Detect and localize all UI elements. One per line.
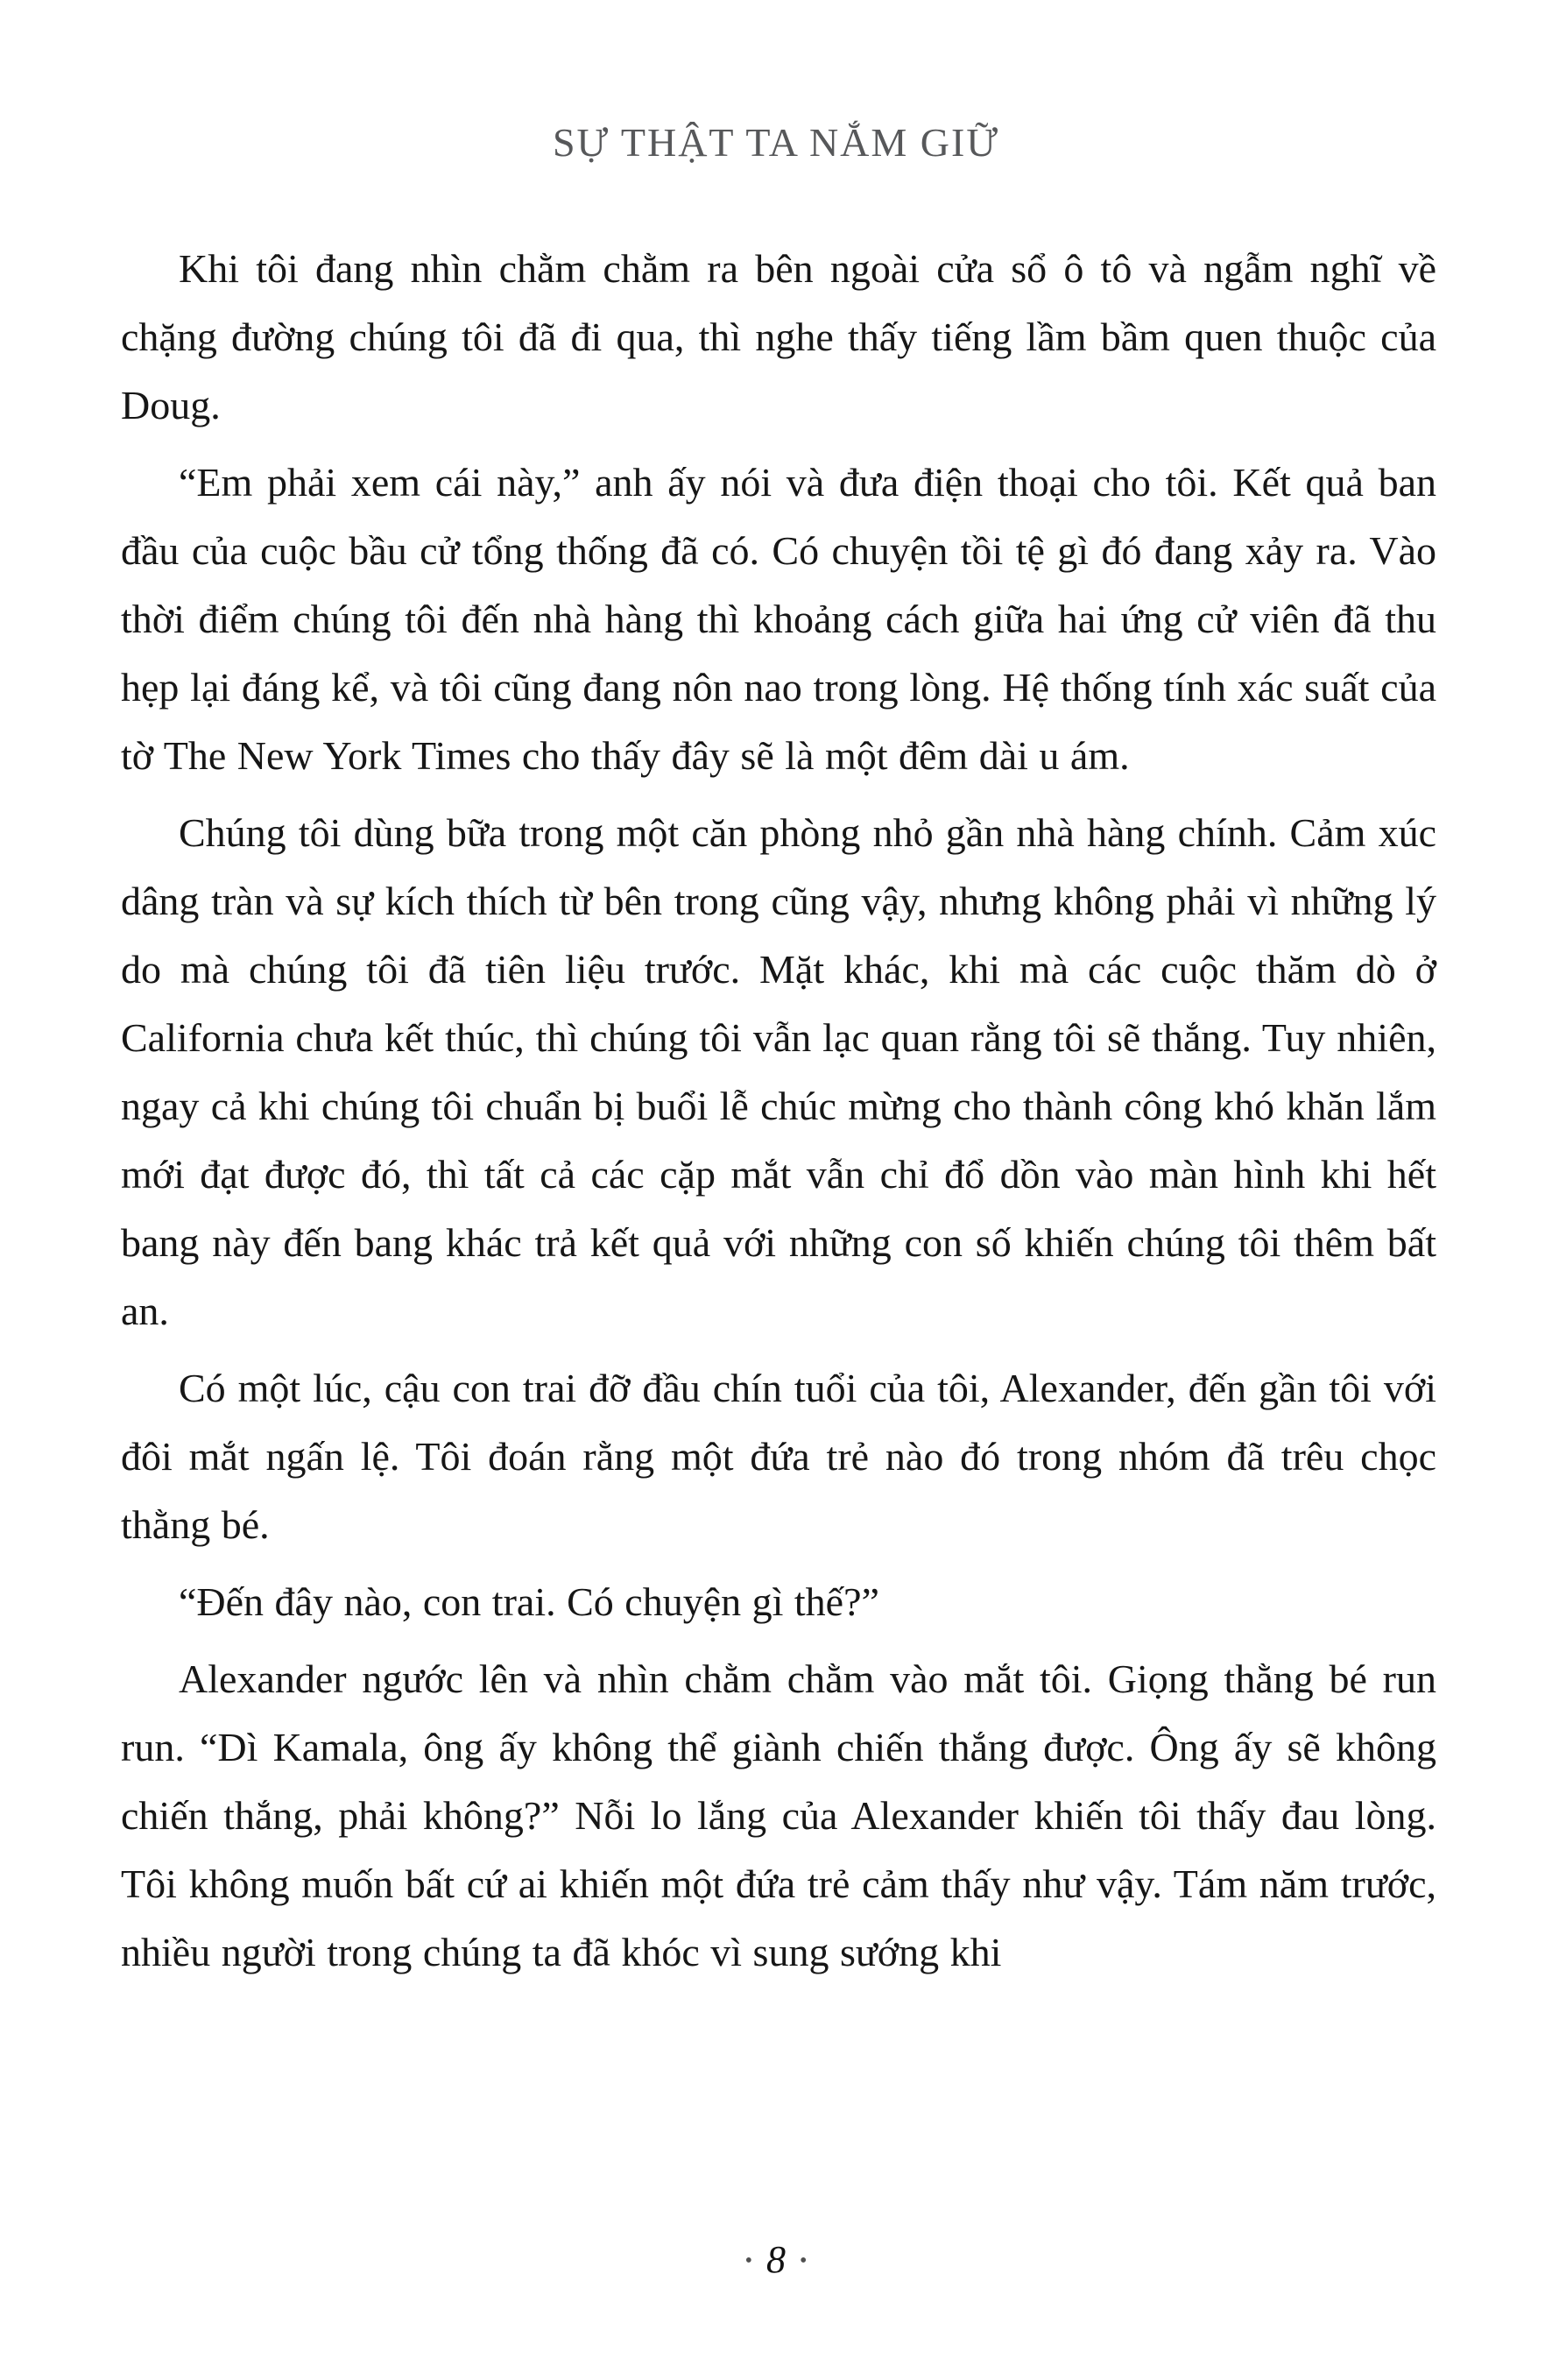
paragraph: Khi tôi đang nhìn chằm chằm ra bên ngoài cửa sổ ô tô và ngẫm nghĩ về chặng đường chúng tôi đã đi qua, thì nghe thấy tiếng lầm bầm quen thuộc của Doug.	[121, 246, 1436, 427]
page-footer	[0, 2237, 1552, 2282]
paragraph: Chúng tôi dùng bữa trong một căn phòng nhỏ gần nhà hàng chính. Cảm xúc dâng tràn và sự kích thích từ bên trong cũng vậy, nhưng không phải vì những lý do mà chúng tôi đã tiên liệu trước. Mặt khác, khi mà các cuộc thăm dò ở California chưa kết thúc, thì chúng tôi vẫn lạc quan rằng tôi sẽ thắng. Tuy nhiên, ngay cả khi chúng tôi chuẩn bị buổi lễ chúc mừng cho thành công khó khăn lắm mới đạt được đó, thì tất cả các cặp mắt vẫn chỉ đổ dồn vào màn hình khi hết bang này đến bang khác trả kết quả với những con số khiến chúng tôi thêm bất an.	[121, 810, 1436, 1333]
running-header: SỰ THẬT TA NẮM GIỮ	[552, 120, 1000, 165]
paragraph: Alexander ngước lên và nhìn chằm chằm vào mắt tôi. Giọng thằng bé run run. “Dì Kamala, ông ấy không thể giành chiến thắng được. Ông ấy sẽ không chiến thắng, phải không?” Nỗi lo lắng của Alexander khiến tôi thấy đau lòng. Tôi không muốn bất cứ ai khiến một đứa trẻ cảm thấy như vậy. Tám năm trước, nhiều người trong chúng ta đã khóc vì sung sướng khi	[121, 1656, 1436, 1974]
body-text	[121, 235, 1436, 1995]
page-number: 8	[766, 2238, 786, 2281]
paragraph-dialogue: “Đến đây nào, con trai. Có chuyện gì thế?”	[179, 1579, 879, 1624]
paragraph: “Em phải xem cái này,” anh ấy nói và đưa điện thoại cho tôi. Kết quả ban đầu của cuộc bầu cử tổng thống đã có. Có chuyện tồi tệ gì đó đang xảy ra. Vào thời điểm chúng tôi đến nhà hàng thì khoảng cách giữa hai ứng cử viên đã thu hẹp lại đáng kể, và tôi cũng đang nôn nao trong lòng. Hệ thống tính xác suất của tờ The New York Times cho thấy đây sẽ là một đêm dài u ám.	[121, 460, 1436, 778]
paragraph: Có một lúc, cậu con trai đỡ đầu chín tuổi của tôi, Alexander, đến gần tôi với đôi mắt ngấn lệ. Tôi đoán rằng một đứa trẻ nào đó trong nhóm đã trêu chọc thằng bé.	[121, 1366, 1436, 1547]
footer-ornament-left: •	[744, 2249, 752, 2272]
footer-ornament-right: •	[800, 2249, 808, 2272]
